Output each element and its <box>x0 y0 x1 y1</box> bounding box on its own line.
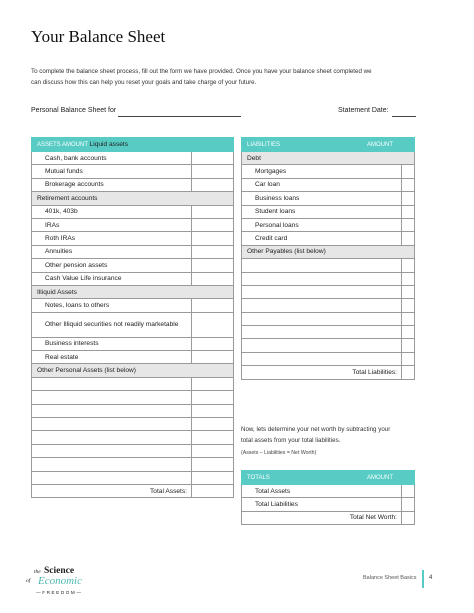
asset-label: Other Illiquid securities not readily marketable <box>32 312 192 337</box>
intro-text: To complete the balance sheet process, fill out the form we have provided. Once you have your balance sheet completed we can discuss how this can help you reset your goals and take charge of your future. <box>31 68 372 86</box>
blank-asset-row[interactable] <box>32 377 192 390</box>
total-net-worth-amount[interactable] <box>402 511 415 524</box>
asset-label: Annuities <box>32 245 192 258</box>
asset-amount-cell[interactable] <box>192 391 234 404</box>
liability-amount-cell[interactable] <box>402 205 415 218</box>
totals-amount-cell[interactable] <box>402 485 415 498</box>
asset-amount-cell[interactable] <box>192 232 234 245</box>
blank-liability-row[interactable] <box>242 326 402 339</box>
liability-label: Student loans <box>242 205 402 218</box>
asset-amount-cell[interactable] <box>192 178 234 191</box>
asset-amount-cell[interactable] <box>192 259 234 272</box>
asset-label: Real estate <box>32 351 192 364</box>
total-net-worth-label: Total Net Worth: <box>242 511 402 524</box>
personal-label: Personal Balance Sheet for <box>31 107 117 114</box>
blank-asset-row[interactable] <box>32 418 192 431</box>
liability-amount-cell[interactable] <box>402 339 415 352</box>
asset-label: Cash, bank accounts <box>32 152 192 165</box>
liabilities-amount-header: AMOUNT <box>367 141 393 148</box>
liquid-assets-label: Liquid assets <box>89 141 129 148</box>
asset-amount-cell[interactable] <box>192 152 234 165</box>
asset-amount-cell[interactable] <box>192 404 234 417</box>
totals-header-row <box>242 471 415 485</box>
total-liabilities-label: Total Liabilities: <box>242 366 402 379</box>
asset-amount-cell[interactable] <box>192 471 234 484</box>
liabilities-header-label: LIABILITIES <box>242 138 402 152</box>
liabilities-table <box>241 137 415 380</box>
retirement-section-label: Retirement accounts <box>32 192 234 205</box>
liability-amount-cell[interactable] <box>402 285 415 298</box>
liability-amount-cell[interactable] <box>402 218 415 231</box>
asset-label: Brokerage accounts <box>32 178 192 191</box>
liability-amount-cell[interactable] <box>402 272 415 285</box>
asset-label: Other pension assets <box>32 259 192 272</box>
footer-doc-label: Balance Sheet Basics <box>363 575 417 581</box>
blank-liability-row[interactable] <box>242 285 402 298</box>
asset-amount-cell[interactable] <box>192 205 234 218</box>
asset-label: Business interests <box>32 337 192 350</box>
asset-amount-cell[interactable] <box>192 218 234 231</box>
total-liabilities-amount[interactable] <box>402 366 415 379</box>
net-worth-instructions: Now, lets determine your net worth by subtracting your total assets from your total liabilities. <box>241 426 391 444</box>
illiquid-section-label: Illiquid Assets <box>32 285 234 298</box>
asset-amount-cell[interactable] <box>192 312 234 337</box>
total-assets-label: Total Assets: <box>32 484 192 497</box>
assets-header-label: ASSETS AMOUNT <box>37 142 88 148</box>
asset-amount-cell[interactable] <box>192 351 234 364</box>
other-assets-section-label: Other Personal Assets (list below) <box>32 364 234 377</box>
blank-liability-row[interactable] <box>242 299 402 312</box>
debt-section-label: Debt <box>242 152 415 165</box>
liability-label: Car loan <box>242 178 402 191</box>
logo-the-text: the <box>34 569 41 575</box>
asset-amount-cell[interactable] <box>192 299 234 312</box>
liability-amount-cell[interactable] <box>402 165 415 178</box>
blank-liability-row[interactable] <box>242 352 402 365</box>
liability-label: Business loans <box>242 192 402 205</box>
logo-economic-text: Economic <box>38 575 82 587</box>
asset-amount-cell[interactable] <box>192 377 234 390</box>
assets-table <box>31 137 234 498</box>
asset-amount-cell[interactable] <box>192 165 234 178</box>
liability-label: Mortgages <box>242 165 402 178</box>
statement-date-label: Statement Date: <box>338 107 389 114</box>
blank-asset-row[interactable] <box>32 444 192 457</box>
liability-amount-cell[interactable] <box>402 192 415 205</box>
logo-of-text: of <box>26 578 31 584</box>
liability-amount-cell[interactable] <box>402 299 415 312</box>
totals-amount-header: AMOUNT <box>367 474 393 481</box>
liability-label: Credit card <box>242 232 402 245</box>
logo-science-text: Science <box>44 566 75 576</box>
asset-label: Roth IRAs <box>32 232 192 245</box>
totals-amount-cell[interactable] <box>402 498 415 511</box>
asset-label: Cash Value Life insurance <box>32 272 192 285</box>
liability-label: Personal loans <box>242 218 402 231</box>
liability-amount-cell[interactable] <box>402 312 415 325</box>
asset-amount-cell[interactable] <box>192 444 234 457</box>
page-title: Your Balance Sheet <box>31 27 166 46</box>
blank-asset-row[interactable] <box>32 458 192 471</box>
net-worth-formula: (Assets – Liabilities = Net Worth) <box>241 450 317 456</box>
asset-amount-cell[interactable] <box>192 272 234 285</box>
blank-asset-row[interactable] <box>32 471 192 484</box>
totals-table <box>241 470 415 525</box>
asset-amount-cell[interactable] <box>192 418 234 431</box>
logo-freedom-text: —FREEDOM— <box>36 590 83 595</box>
blank-liability-row[interactable] <box>242 312 402 325</box>
asset-label: Mutual funds <box>32 165 192 178</box>
blank-liability-row[interactable] <box>242 272 402 285</box>
footer-divider <box>422 570 424 588</box>
liabilities-header-row <box>242 138 415 152</box>
asset-label: 401k, 403b <box>32 205 192 218</box>
liability-amount-cell[interactable] <box>402 326 415 339</box>
asset-amount-cell[interactable] <box>192 431 234 444</box>
assets-header-row <box>32 138 234 152</box>
page-number: 4 <box>429 575 433 581</box>
blank-asset-row[interactable] <box>32 431 192 444</box>
asset-amount-cell[interactable] <box>192 337 234 350</box>
other-payables-section-label: Other Payables (list below) <box>242 245 415 258</box>
blank-liability-row[interactable] <box>242 339 402 352</box>
asset-amount-cell[interactable] <box>192 245 234 258</box>
asset-label: IRAs <box>32 218 192 231</box>
liability-amount-cell[interactable] <box>402 178 415 191</box>
personal-name-line[interactable] <box>118 116 241 117</box>
blank-asset-row[interactable] <box>32 391 192 404</box>
science-of-economic-freedom-logo <box>24 567 104 599</box>
asset-amount-cell[interactable] <box>192 458 234 471</box>
statement-date-line[interactable] <box>392 116 416 117</box>
totals-header-label: TOTALS <box>242 471 402 485</box>
liability-amount-cell[interactable] <box>402 352 415 365</box>
liability-amount-cell[interactable] <box>402 232 415 245</box>
totals-row-label: Total Liabilities <box>242 498 402 511</box>
total-assets-amount[interactable] <box>192 484 234 497</box>
totals-row-label: Total Assets <box>242 485 402 498</box>
asset-label: Notes, loans to others <box>32 299 192 312</box>
blank-asset-row[interactable] <box>32 404 192 417</box>
blank-liability-row[interactable] <box>242 259 402 272</box>
liability-amount-cell[interactable] <box>402 259 415 272</box>
